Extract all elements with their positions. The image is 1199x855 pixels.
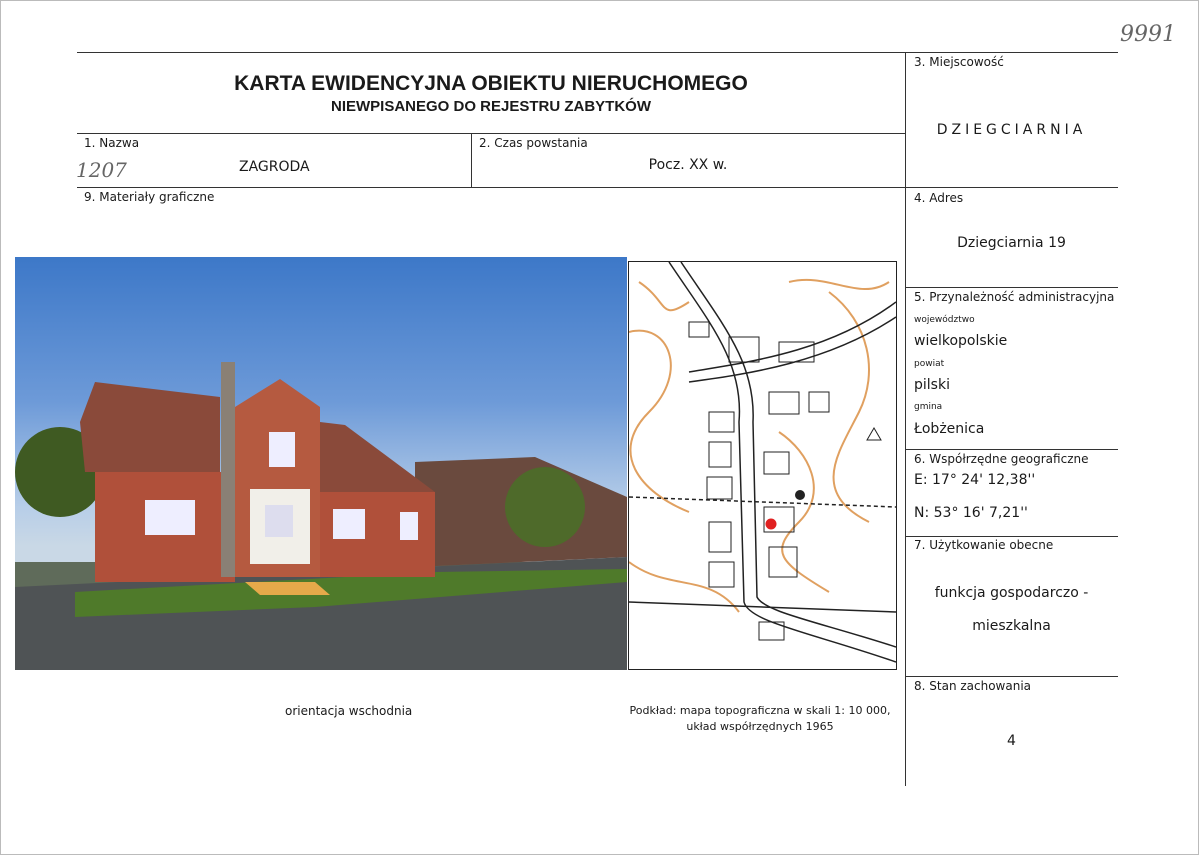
building-photo bbox=[15, 257, 627, 670]
divider bbox=[905, 676, 1118, 677]
latitude-value: N: 53° 16' 7,21'' bbox=[914, 505, 1028, 521]
wojewodztwo-value: wielkopolskie bbox=[914, 333, 1008, 349]
nazwa-value: ZAGRODA bbox=[239, 159, 310, 175]
powiat-label: powiat bbox=[914, 359, 945, 369]
czas-label: 2. Czas powstania bbox=[479, 136, 588, 150]
gmina-value: Łobżenica bbox=[914, 421, 985, 437]
photo-caption: orientacja wschodnia bbox=[285, 704, 413, 718]
adres-label: 4. Adres bbox=[914, 191, 964, 205]
gmina-label: gmina bbox=[914, 402, 943, 412]
przynaleznosc-label: 5. Przynależność administracyjna bbox=[914, 290, 1115, 304]
page-subtitle: NIEWPISANEGO DO REJESTRU ZABYTKÓW bbox=[330, 98, 652, 115]
stan-label: 8. Stan zachowania bbox=[914, 679, 1032, 693]
adres-value: Dziegciarnia 19 bbox=[957, 235, 1066, 251]
handwritten-inventory-number: 1207 bbox=[76, 158, 127, 182]
divider bbox=[905, 449, 1118, 450]
miejscowosc-value: DZIEGCIARNIA bbox=[936, 122, 1087, 138]
uzytkowanie-label: 7. Użytkowanie obecne bbox=[914, 538, 1054, 552]
stan-value: 4 bbox=[1007, 733, 1016, 749]
topographic-map bbox=[628, 261, 897, 670]
wspolrzedne-label: 6. Współrzędne geograficzne bbox=[914, 452, 1089, 466]
map-caption-line1: Podkład: mapa topograficzna w skali 1: 10 000, bbox=[629, 704, 891, 717]
page-title: KARTA EWIDENCYJNA OBIEKTU NIERUCHOMEGO bbox=[234, 72, 748, 95]
powiat-value: pilski bbox=[914, 377, 950, 393]
divider bbox=[77, 187, 1118, 188]
longitude-value: E: 17° 24' 12,38'' bbox=[914, 472, 1036, 488]
czas-value: Pocz. XX w. bbox=[648, 157, 728, 173]
divider bbox=[905, 287, 1118, 288]
divider bbox=[77, 133, 905, 134]
uzytkowanie-line2: mieszkalna bbox=[972, 618, 1051, 634]
divider bbox=[77, 52, 1118, 53]
wojewodztwo-label: województwo bbox=[914, 315, 975, 325]
uzytkowanie-line1: funkcja gospodarczo - bbox=[934, 585, 1089, 601]
nazwa-label: 1. Nazwa bbox=[84, 136, 140, 150]
divider bbox=[905, 536, 1118, 537]
miejscowosc-label: 3. Miejscowość bbox=[914, 55, 1004, 69]
map-caption-line2: układ współrzędnych 1965 bbox=[686, 720, 834, 733]
materialy-label: 9. Materiały graficzne bbox=[84, 190, 215, 204]
handwritten-number: 9991 bbox=[1120, 22, 1176, 47]
